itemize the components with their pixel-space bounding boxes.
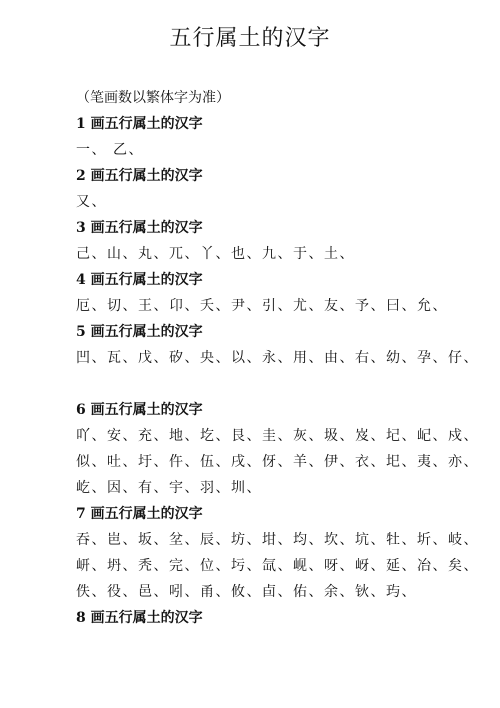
char-line-7-3: 佚、役、邑、吲、甬、攸、卣、佑、余、钬、玙、 [76,584,417,600]
char-line-2-1: 又、 [76,194,107,210]
char-line-6-1: 吖、安、充、地、圪、艮、圭、灰、圾、岌、圮、屺、戍、 [76,428,479,444]
char-line-6-2: 似、吐、圩、仵、伍、戌、伢、羊、伊、衣、圯、夷、亦、 [76,454,479,470]
section-heading-6: 6 画五行属土的汉字 [76,402,203,418]
char-line-7-2: 岍、坍、秃、完、位、圬、氙、岘、呀、岈、延、冶、矣、 [76,558,479,574]
stroke-count-note: （笔画数以繁体字为准） [76,90,230,106]
section-heading-1: 1 画五行属土的汉字 [76,116,203,132]
char-line-1-1: 一、 乙、 [76,142,144,158]
section-heading-4: 4 画五行属土的汉字 [76,272,203,288]
char-line-4-1: 厄、切、王、卬、夭、尹、引、尤、友、予、曰、允、 [76,298,448,314]
section-heading-5: 5 画五行属土的汉字 [76,324,203,340]
char-line-6-3: 屹、因、有、宇、羽、圳、 [76,480,262,496]
char-line-7-1: 吞、岜、坂、坌、辰、坊、坩、均、坎、坑、牡、圻、岐、 [76,532,479,548]
char-line-5-1: 凹、瓦、戊、矽、央、以、永、用、由、右、幼、孕、仔、 [76,350,479,366]
section-heading-2: 2 画五行属土的汉字 [76,168,203,184]
page-title: 五行属土的汉字 [169,26,331,51]
char-line-3-1: 己、山、丸、兀、丫、也、九、于、土、 [76,246,355,262]
section-heading-3: 3 画五行属土的汉字 [76,220,203,236]
section-heading-8: 8 画五行属土的汉字 [76,610,203,626]
section-heading-7: 7 画五行属土的汉字 [76,506,203,522]
